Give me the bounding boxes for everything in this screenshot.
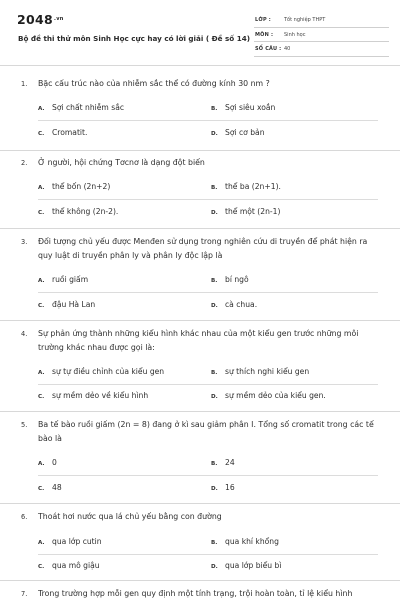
- question-text: Sự phản ứng thành những kiểu hình khác nhau của một kiểu gen trước những môi trường khác nhau được gọi là:: [38, 329, 359, 352]
- question-number: 1.: [21, 80, 28, 88]
- answer-option[interactable]: C. qua mô giậu: [38, 561, 100, 570]
- answer-option[interactable]: B. 24: [211, 458, 235, 467]
- question-text: Đối tượng chủ yếu được Menđen sử dụng trong nghiên cứu di truyền để phát hiện ra quy luật di truyền phân ly và phân ly độc lập là: [38, 237, 368, 260]
- answer-option[interactable]: B. qua khí khổng: [211, 537, 279, 546]
- site-logo[interactable]: $2048^{.vn}$: [17, 12, 64, 27]
- answer-option[interactable]: B. sự thích nghi kiểu gen: [211, 367, 310, 376]
- divider: [38, 475, 378, 476]
- page-header: [0, 0, 400, 62]
- divider: [0, 503, 400, 504]
- divider: [38, 384, 378, 385]
- divider: [0, 65, 400, 66]
- answer-option[interactable]: C. sự mềm dẻo về kiểu hình: [38, 391, 149, 400]
- meta-value: Tốt nghiệp THPT: [284, 17, 326, 23]
- question-number: 3.: [21, 238, 28, 246]
- divider: [38, 554, 378, 555]
- meta-row-subject: [254, 28, 389, 43]
- question-text: Trong trường hợp mỗi gen quy định một tính trạng, trội hoàn toàn, tỉ lệ kiểu hình: [38, 589, 353, 598]
- answer-option[interactable]: D. 16: [211, 483, 235, 492]
- question-text: Bặc cấu trúc nào của nhiễm sắc thể có đường kính 30 nm ?: [38, 79, 270, 88]
- answer-option[interactable]: D. sự mềm dẻo của kiểu gen.: [211, 391, 326, 400]
- divider: [0, 580, 400, 581]
- divider: [38, 199, 378, 200]
- answer-option[interactable]: A. thể bốn (2n+2): [38, 182, 111, 191]
- answer-option[interactable]: D. Sợi cơ bản: [211, 128, 265, 137]
- answer-option[interactable]: A. Sợi chất nhiễm sắc: [38, 103, 125, 112]
- answer-option[interactable]: D. qua lớp biểu bì: [211, 561, 282, 570]
- question-number: 5.: [21, 421, 28, 429]
- divider: [38, 120, 378, 121]
- question-text: Thoát hơi nước qua lá chủ yếu bằng con đường: [38, 512, 222, 521]
- meta-row-class: [254, 13, 389, 28]
- divider: [0, 150, 400, 151]
- answer-option[interactable]: A. sự tự điều chỉnh của kiểu gen: [38, 367, 165, 376]
- meta-value: 40: [284, 46, 291, 52]
- answer-option[interactable]: B. Sợi siêu xoắn: [211, 103, 276, 112]
- answer-option[interactable]: C. Cromatit.: [38, 128, 88, 137]
- question-number: 2.: [21, 159, 28, 167]
- question-text: Ở người, hội chứng Tơcnơ là dạng đột biến: [38, 158, 205, 167]
- answer-option[interactable]: B. thể ba (2n+1).: [211, 182, 281, 191]
- meta-key: LỚP :: [255, 17, 271, 23]
- meta-row-count: [254, 42, 389, 57]
- meta-key: MÔN :: [255, 31, 274, 38]
- question-number: 4.: [21, 330, 28, 338]
- answer-option[interactable]: A. qua lớp cutin: [38, 537, 102, 546]
- answer-option[interactable]: D. thể một (2n-1): [211, 207, 281, 216]
- question-number: 7.: [21, 590, 28, 598]
- meta-key: SỐ CÂU :: [255, 46, 282, 52]
- answer-option[interactable]: C. thể không (2n-2).: [38, 207, 119, 216]
- question-number: 6.: [21, 513, 28, 521]
- divider: [0, 228, 400, 229]
- divider: [38, 292, 378, 293]
- answer-option[interactable]: C. đậu Hà Lan: [38, 300, 96, 309]
- answer-option[interactable]: A. ruồi giấm: [38, 275, 89, 284]
- meta-value: Sinh học: [284, 31, 306, 38]
- question-text: Ba tế bào ruồi giấm (2n = 8) đang ở kì sau giảm phân I. Tổng số cromatit trong các tế bào là: [38, 420, 374, 443]
- answer-option[interactable]: D. cà chua.: [211, 300, 258, 309]
- divider: [0, 320, 400, 321]
- answer-option[interactable]: C. 48: [38, 483, 62, 492]
- document-meta: [254, 13, 389, 57]
- answer-option[interactable]: B. bí ngô: [211, 275, 249, 284]
- divider: [0, 411, 400, 412]
- answer-option[interactable]: A. 0: [38, 458, 57, 467]
- document-title: Bộ đề thi thử môn Sinh Học cực hay có lời giải ( Đề số 14): [18, 34, 251, 43]
